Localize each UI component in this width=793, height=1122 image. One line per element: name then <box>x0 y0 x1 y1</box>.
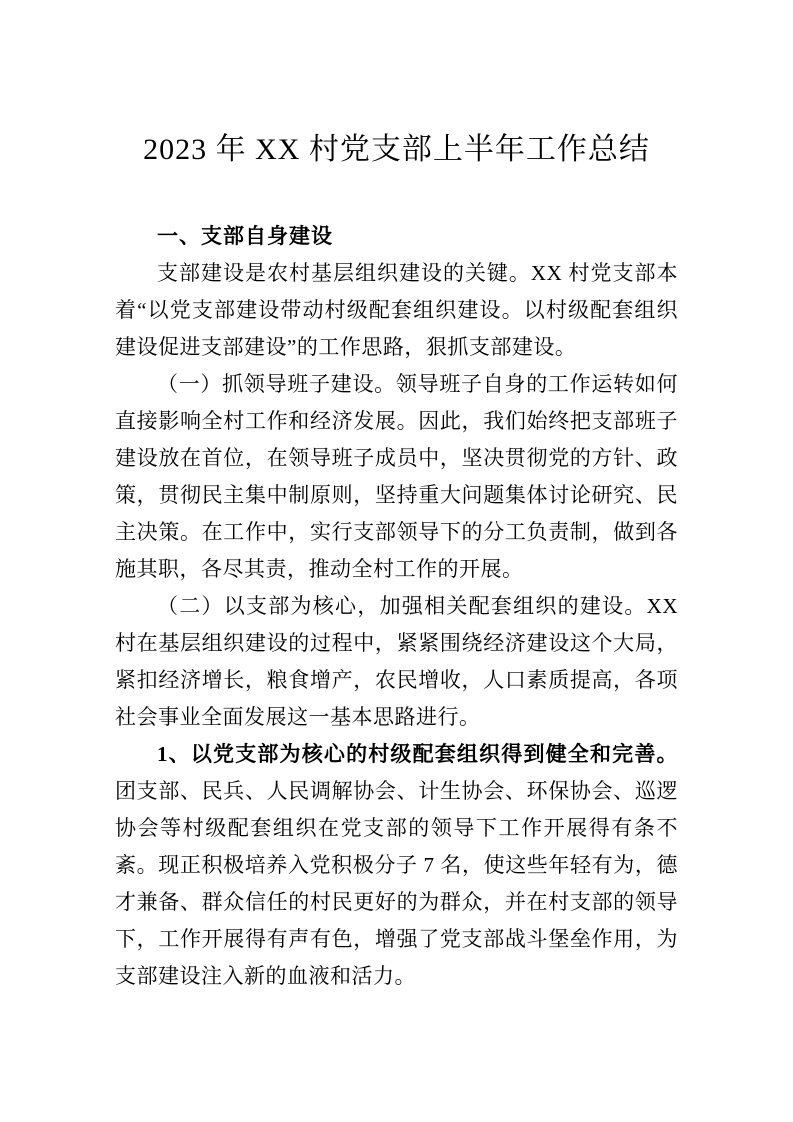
document-content <box>115 0 678 995</box>
paragraph-subpoint-1 <box>115 736 678 995</box>
paragraph-intro <box>115 255 678 366</box>
document-title: 2023 年 XX 村党支部上半年工作总结 <box>143 133 650 166</box>
section-heading: 一、支部自身建设 <box>157 225 333 248</box>
paragraph-point-2-text: （二）以支部为核心，加强相关配套组织的建设。XX 村在基层组织建设的过程中，紧紧围绕经济建设这个大局，紧扣经济增长，粮食增产，农民增收，人口素质提高，各项社会事业全面发展这一基本思路进行。 <box>115 594 678 729</box>
paragraph-intro-text: 支部建设是农村基层组织建设的关键。XX 村党支部本着“以党支部建设带动村级配套组织建设。以村级配套组织建设促进支部建设”的工作思路，狠抓支部建设。 <box>115 261 678 359</box>
paragraph-point-2 <box>115 588 678 736</box>
paragraph-subpoint-1-bold-lead: 1、以党支部为核心的村级配套组织得到健全和完善。 <box>157 742 678 766</box>
paragraph-point-1-text: （一）抓领导班子建设。领导班子自身的工作运转如何直接影响全村工作和经济发展。因此，我们始终把支部班子建设放在首位，在领导班子成员中，坚决贯彻党的方针、政策，贯彻民主集中制原则，坚持重大问题集体讨论研究、民主决策。在工作中，实行支部领导下的分工负责制，做到各施其职，各尽其责，推动全村工作的开展。 <box>115 372 678 581</box>
paragraph-point-1 <box>115 366 678 588</box>
paragraph-subpoint-1-text: 团支部、民兵、人民调解协会、计生协会、环保协会、巡逻协会等村级配套组织在党支部的领导下工作开展得有条不紊。现正积极培养入党积极分子 7 名，使这些年轻有为，德才兼备、群众信任的村民更好的为群众，并在村支部的领导下，工作开展得有声有色，增强了党支部战斗堡垒作用，为支部建设注入新的血液和活力。 <box>115 779 678 988</box>
